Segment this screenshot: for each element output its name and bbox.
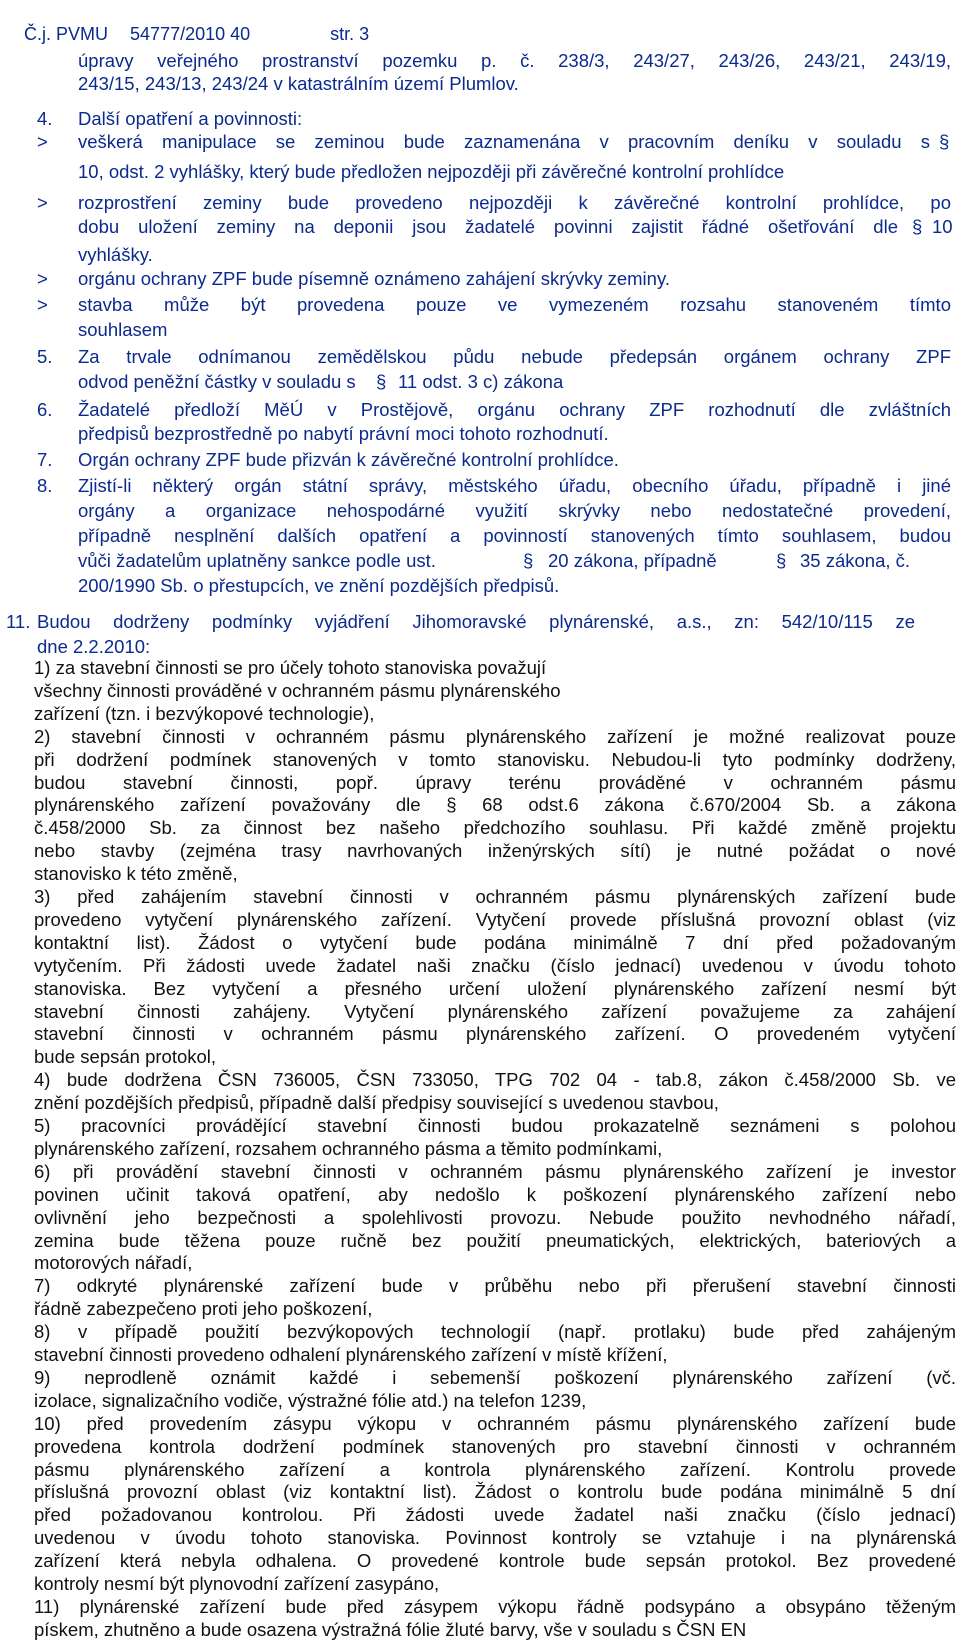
text-line: vůči žadatelům uplatněny sankce podle ust. — [78, 550, 436, 571]
condition-line: pásmu plynárenského zařízení a kontrola plynárenského zařízení. Kontrolu provede — [34, 1458, 956, 1480]
text-line: Zjistí-li některý orgán státní správy, městského úřadu, obecního úřadu, případně i jiné — [78, 475, 951, 496]
condition-line: 2) stavební činnosti v ochranném pásmu plynárenského zařízení je možné realizovat pouze — [34, 725, 956, 747]
condition-line: 6) při provádění stavební činnosti v ochranném pásmu plynárenského zařízení je investor — [34, 1160, 956, 1182]
text-line: orgánu ochrany ZPF bude písemně oznámeno zahájení skrývky zeminy. — [78, 268, 670, 289]
text-line: 10, odst. 2 vyhlášky, který bude předložen nejpozději při závěrečné kontrolní prohlídce — [78, 161, 785, 182]
header-page-number: str. 3 — [330, 24, 370, 44]
bullet-marker: > — [37, 294, 48, 315]
condition-line: budou stavební činnosti, popř. úpravy terénu prováděné v ochranném pásmu — [34, 771, 956, 793]
text-line: úpravy veřejného prostranství pozemku p. č. 238/3, 243/27, 243/26, 243/21, 243/19, — [78, 50, 951, 71]
text-fragment: 11 odst. 3 c) zákona — [398, 371, 564, 392]
condition-line: provedena kontrola dodržení podmínek stanovených pro stavební činnosti v ochranném — [34, 1435, 956, 1457]
text-line: dobu uložení zeminy na deponii jsou žadatelé povinni zajistit řádné ošetřování dle — [78, 216, 898, 237]
condition-line: 1) za stavební činnosti se pro účely tohoto stanoviska považují — [34, 657, 547, 678]
text-line: orgány a organizace nehospodárné využití skrývky nebo nedostatečné provedení, — [78, 500, 951, 521]
text-line: odvod peněžní částky v souladu s — [78, 371, 356, 392]
condition-line: zařízení (tzn. i bezvýkopové technologie), — [34, 702, 375, 724]
section-sign: § — [376, 371, 387, 392]
text-line: Za trvale odnímanou zemědělskou půdu nebude předepsán orgánem ochrany ZPF — [78, 346, 951, 367]
condition-line: 4) bude dodržena ČSN 736005, ČSN 733050, TPG 702 04 - tab.8, zákon č.458/2000 Sb. ve — [34, 1069, 956, 1091]
condition-line: kontroly nesmí být plynovodní zařízení zasypáno, — [34, 1573, 440, 1594]
condition-line: všechny činnosti prováděné v ochranném pásmu plynárenského — [34, 679, 561, 701]
condition-line: před požadovanou kontrolou. Při žádosti uvede žadatel naši značku (číslo jednací) — [34, 1504, 956, 1526]
header-doc-id: Č.j. PVMU — [24, 24, 109, 44]
text-line: Orgán ochrany ZPF bude přizván k závěrečné kontrolní prohlídce. — [78, 449, 619, 470]
list-number: 4. — [37, 108, 53, 129]
section-sign: § — [776, 550, 787, 571]
section-sign: § — [939, 131, 950, 152]
text-line: rozprostření zeminy bude provedeno nejpozději k závěrečné kontrolní prohlídce, po — [78, 192, 951, 213]
section-sign: § — [523, 550, 534, 571]
condition-line: řádně zabezpečeno proti jeho poškození, — [34, 1298, 373, 1320]
text-line: Budou dodrženy podmínky vyjádření Jihomoravské plynárenské, a.s., zn: 542/10/115 ze — [37, 611, 915, 632]
list-number: 7. — [37, 449, 53, 470]
condition-line: vytyčením. Při žádosti uvede žadatel naši značku (číslo jednací) uvedenou v úvodu tohoto — [34, 954, 956, 976]
condition-line: 5) pracovníci provádějící stavební činnosti budou prokazatelně seznámeni s polohou — [34, 1115, 956, 1136]
text-line: případně nesplnění dalších opatření a povinností stanovených tímto souhlasem, budou — [78, 525, 951, 546]
bullet-marker: > — [37, 268, 48, 289]
text-line: 200/1990 Sb. o přestupcích, ve znění pozdějších předpisů. — [78, 575, 560, 596]
text-line: souhlasem — [78, 319, 168, 340]
condition-line: povinen učinit taková opatření, aby nedošlo k poškození plynárenského zařízení nebo — [34, 1183, 956, 1205]
text-line: vyhlášky. — [78, 244, 153, 265]
condition-line: znění pozdějších předpisů, případně další předpisy související s uvedenou stavbou, — [34, 1092, 719, 1114]
condition-line: zemina bude těžena pouze ručně bez použití pneumatických, elektrických, bateriových a — [34, 1229, 956, 1251]
list-number: 11. — [6, 611, 31, 632]
condition-line: izolace, signalizačního vodiče, výstražné fólie atd.) na telefon 1239, — [34, 1389, 587, 1411]
list-number: 5. — [37, 346, 53, 367]
condition-line: stanoviska. Bez vytyčení a přesného určení uložení plynárenského zařízení nesmí být — [34, 977, 956, 999]
condition-line: 3) před zahájením stavební činnosti v ochranném pásmu plynárenských zařízení bude — [34, 886, 956, 907]
condition-line: stavební činnosti provedeno odhalení plynárenského zařízení v místě křížení, — [34, 1344, 668, 1365]
condition-line: zařízení která nebyla odhalena. O provedené kontrole bude sepsán protokol. Bez provedené — [34, 1550, 956, 1572]
text-line: veškerá manipulace se zeminou bude zaznamenána v pracovním deníku v souladu s — [78, 131, 930, 152]
bullet-marker: > — [37, 131, 48, 152]
condition-line: stavební činnosti zahájeny. Vytyčení plynárenského zařízení považujeme za zahájení — [34, 1000, 956, 1022]
text-fragment: 10 — [932, 216, 953, 237]
condition-line: 9) neprodleně oznámit každé i sebemenší poškození plynárenského zařízení (vč. — [34, 1366, 956, 1388]
condition-line: uvedenou v úvodu tohoto stanoviska. Povinnost kontroly se vztahuje i na plynárenská — [34, 1527, 956, 1549]
text-line: 243/15, 243/13, 243/24 v katastrálním území Plumlov. — [78, 73, 519, 94]
text-fragment: 35 zákona, č. — [800, 550, 911, 571]
text-line: stavba může být provedena pouze ve vymezeném rozsahu stanoveném tímto — [78, 294, 951, 315]
text-line: dne 2.2.2010: — [37, 636, 151, 657]
condition-line: 7) odkryté plynárenské zařízení bude v průběhu nebo při přerušení stavební činnosti — [34, 1275, 956, 1297]
condition-line: 8) v případě použití bezvýkopových technologií (např. protlaku) bude před zahájeným — [34, 1321, 956, 1343]
condition-line: příslušná provozní oblast (viz kontaktní list). Žádost o kontrolu bude podána minimálně 5 dní — [34, 1481, 956, 1503]
text-line: Další opatření a povinnosti: — [78, 108, 303, 129]
bullet-marker: > — [37, 192, 48, 213]
section-sign: § — [912, 216, 923, 237]
list-number: 6. — [37, 399, 53, 420]
condition-line: pískem, zhutněno a bude osazena výstražná fólie žluté barvy, vše v souladu s ČSN EN — [34, 1618, 747, 1640]
condition-line: plynárenského zařízení, rozsahem ochranného pásma a těmito podmínkami, — [34, 1137, 663, 1159]
condition-line: č.458/2000 Sb. za činnost bez našeho předchozího souhlasu. Při každé změně projektu — [34, 817, 956, 839]
header-reference: 54777/2010 40 — [130, 24, 251, 44]
condition-line: provedeno vytyčení plynárenského zařízení. Vytyčení provede příslušná provozní oblast (viz — [34, 908, 956, 930]
condition-line: stanovisko k této změně, — [34, 863, 238, 885]
condition-line: 10) před provedením zásypu výkopu v ochranném pásmu plynárenského zařízení bude — [34, 1412, 956, 1434]
condition-line: kontaktní list). Žádost o vytyčení bude podána minimálně 7 dní před požadovaným — [34, 931, 956, 953]
condition-line: při dodržení podmínek stanovených v tomto stanovisku. Nebudou-li tyto podmínky dodrženy, — [34, 748, 956, 770]
condition-line: ovlivnění jeho bezpečnosti a spolehlivosti provozu. Nebude použito nevhodného nářadí, — [34, 1206, 956, 1228]
condition-line: motorových nářadí, — [34, 1252, 193, 1274]
text-line: Žadatelé předloží MěÚ v Prostějově, orgánu ochrany ZPF rozhodnutí dle zvláštních — [78, 399, 951, 420]
condition-line: stavební činnosti v ochranném pásmu plynárenského zařízení. O provedeném vytyčení — [34, 1023, 956, 1045]
condition-line: 11) plynárenské zařízení bude před zásypem výkopu řádně podsypáno a obsypáno těženým — [34, 1595, 956, 1617]
condition-line: nebo stavby (zejména trasy navrhovaných inženýrských sítí) je nutné požádat o nové — [34, 840, 956, 862]
condition-line: plynárenského zařízení považovány dle § 68 odst.6 zákona č.670/2004 Sb. a zákona — [34, 794, 956, 816]
list-number: 8. — [37, 475, 53, 496]
text-fragment: 20 zákona, případně — [548, 550, 717, 571]
text-line: předpisů bezprostředně po nabytí právní moci tohoto rozhodnutí. — [78, 423, 609, 444]
condition-line: bude sepsán protokol, — [34, 1046, 217, 1068]
